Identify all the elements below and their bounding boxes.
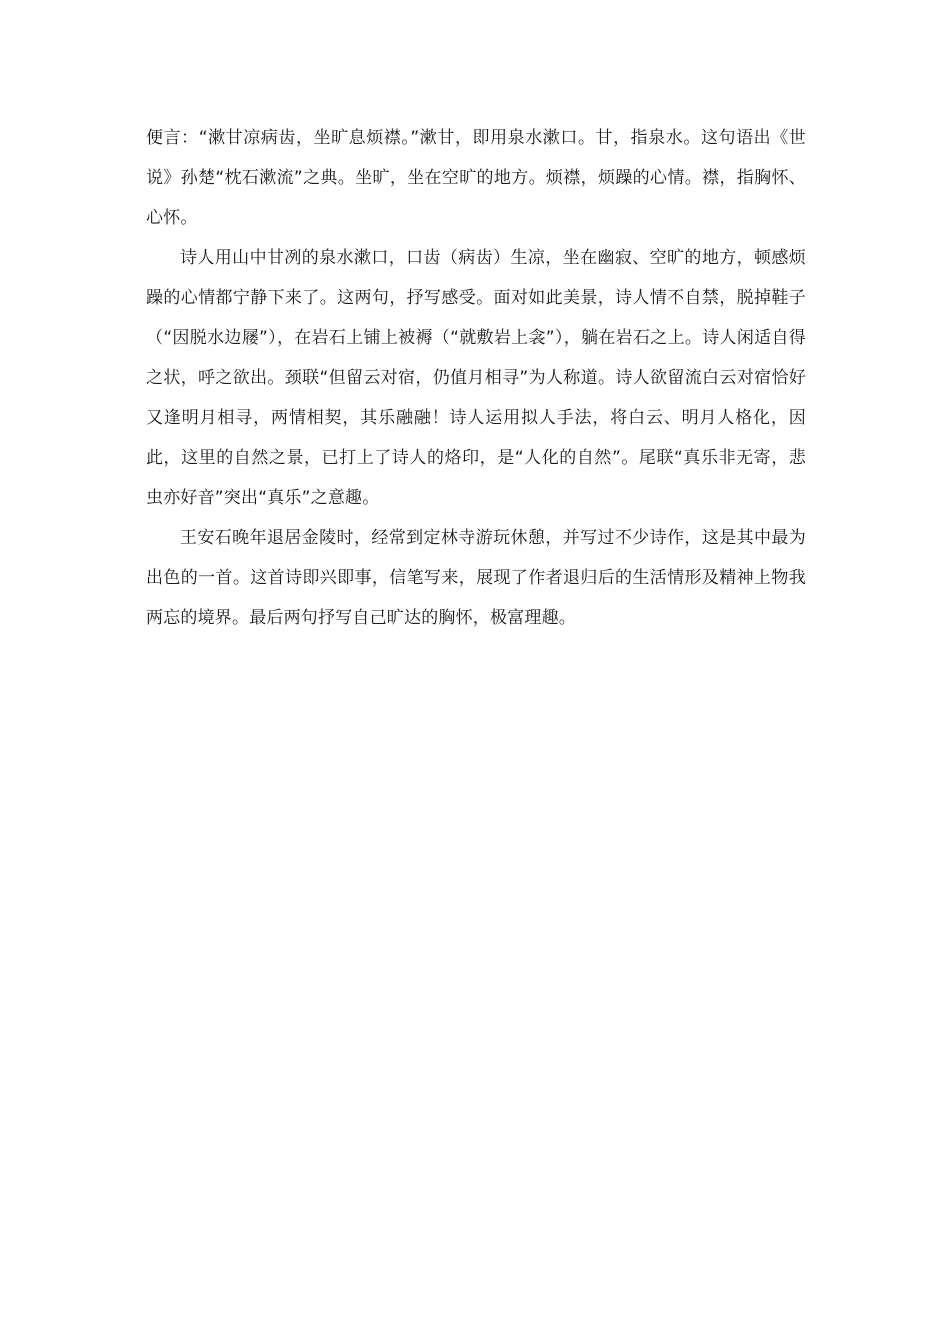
document-body (146, 118, 806, 638)
paragraph-3: 王安石晚年退居金陵时，经常到定林寺游玩休憩，并写过不少诗作，这是其中最为出色的一首。这首诗即兴即事，信笔写来，展现了作者退归后的生活情形及精神上物我两忘的境界。最后两句抒写自己旷达的胸怀，极富理趣。 (146, 528, 806, 628)
paragraph-1: 便言：“漱甘凉病齿，坐旷息烦襟。”漱甘，即用泉水漱口。甘，指泉水。这句语出《世说》孙楚“枕石漱流”之典。坐旷，坐在空旷的地方。烦襟，烦躁的心情。襟，指胸怀、心怀。 (146, 128, 806, 228)
paragraph-2: 诗人用山中甘冽的泉水漱口，口齿（病齿）生凉，坐在幽寂、空旷的地方，顿感烦躁的心情都宁静下来了。这两句，抒写感受。面对如此美景，诗人情不自禁，脱掉鞋子（“因脱水边屦”），在岩石上铺上被褥（“就敷岩上衾”），躺在岩石之上。诗人闲适自得之状，呼之欲出。颈联“但留云对宿，仍值月相寻”为人称道。诗人欲留流白云对宿恰好又逢明月相寻，两情相契，其乐融融！诗人运用拟人手法，将白云、明月人格化，因此，这里的自然之景，已打上了诗人的烙印，是“人化的自然”。尾联“真乐非无寄，悲虫亦好音”突出“真乐”之意趣。 (146, 248, 806, 508)
